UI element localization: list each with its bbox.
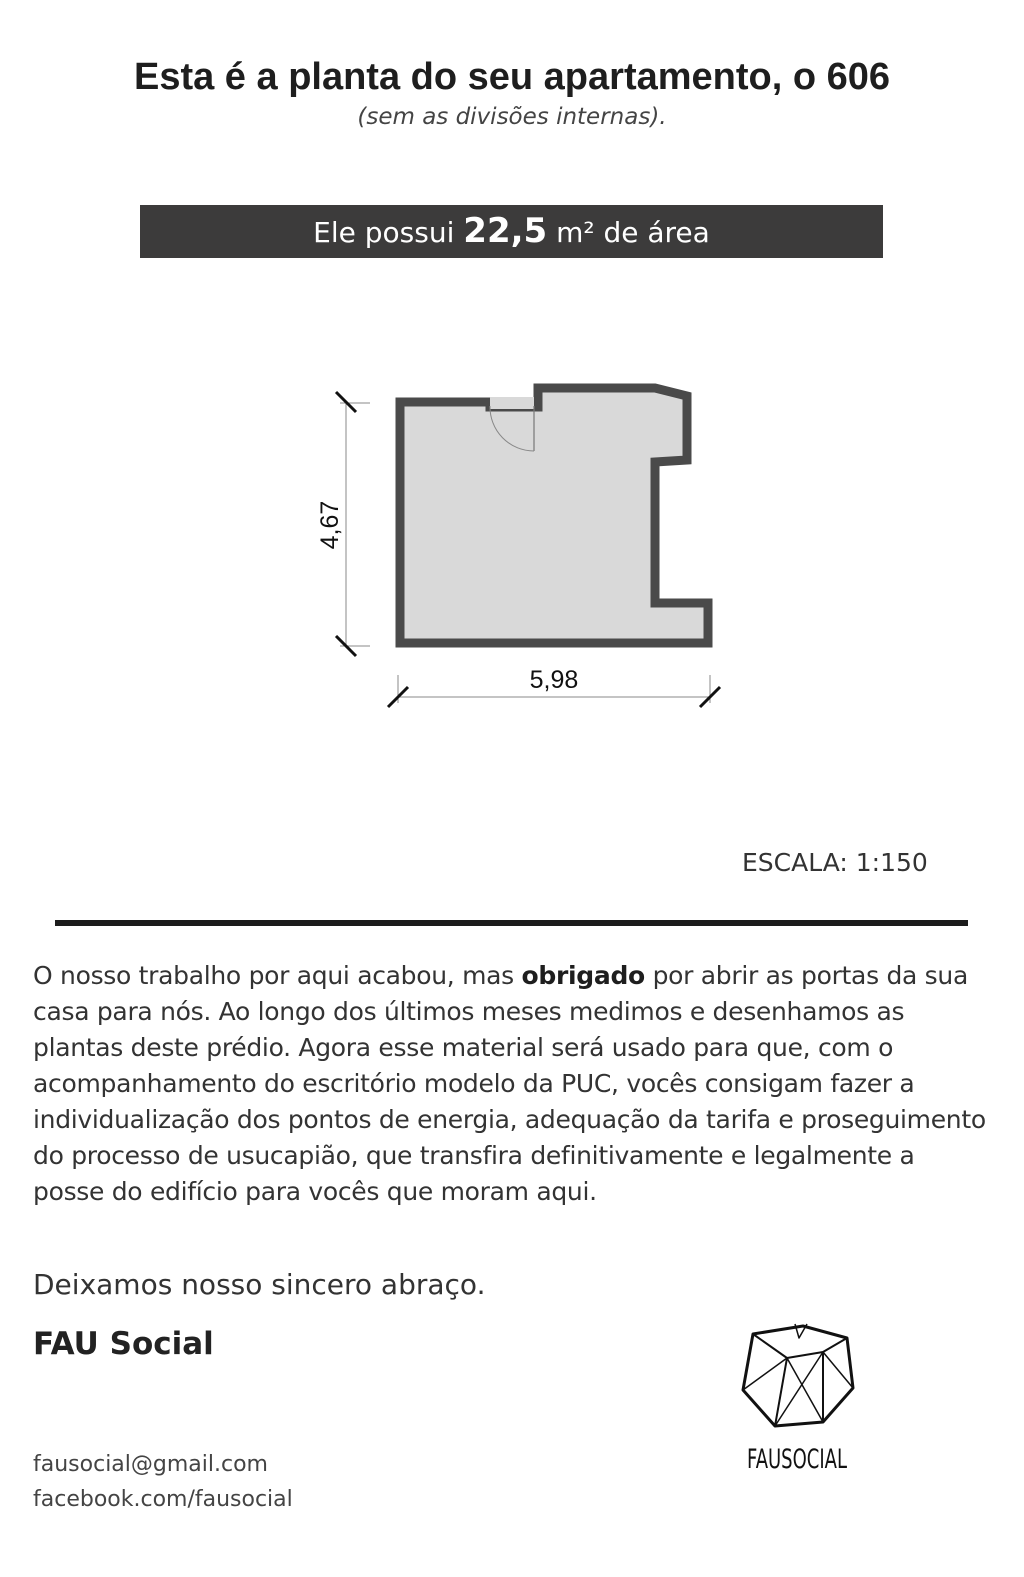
body-text-start: O nosso trabalho por aqui acabou, mas (33, 961, 522, 990)
page-title: Esta é a planta do seu apartamento, o 606 (133, 56, 891, 98)
closing-line: Deixamos nosso sincero abraço. (33, 1268, 486, 1301)
body-paragraph (33, 958, 993, 1210)
logo-wordmark: FAUSOCIAL (747, 1444, 847, 1475)
area-prefix: Ele possui (313, 216, 464, 249)
area-banner (140, 205, 883, 258)
logo-polyhedron-icon (743, 1324, 853, 1426)
body-text-bold: obrigado (521, 961, 645, 990)
contact-facebook[interactable]: facebook.com/fausocial (33, 1487, 293, 1512)
body-text-end: por abrir as portas da sua casa para nós. Ao longo dos últimos meses medimos e desenhamos as plantas deste prédio. Agora esse material será usado para que, com o acompanhamento do escritório modelo da PUC, vocês consigam fazer a individualização dos pontos de energia, adequação da tarifa e proseguimento do processo de usucapião, que transfira definitivamente e legalmente a posse do edifício para vocês que moram aqui. (33, 961, 986, 1206)
width-dimension-label: 5,98 (529, 666, 579, 694)
apartment-outline (400, 388, 708, 643)
area-value: 22,5 (463, 211, 548, 251)
area-suffix: m² de área (547, 216, 710, 249)
floor-plan (290, 370, 740, 730)
signature: FAU Social (33, 1326, 214, 1362)
contact-email[interactable]: fausocial@gmail.com (33, 1452, 268, 1477)
fausocial-logo (735, 1318, 860, 1478)
height-dimension-label: 4,67 (316, 500, 344, 550)
scale-label: ESCALA: 1:150 (742, 848, 928, 877)
section-divider (55, 920, 968, 926)
door-opening (490, 397, 534, 409)
page-subtitle: (sem as divisões internas). (357, 104, 667, 130)
